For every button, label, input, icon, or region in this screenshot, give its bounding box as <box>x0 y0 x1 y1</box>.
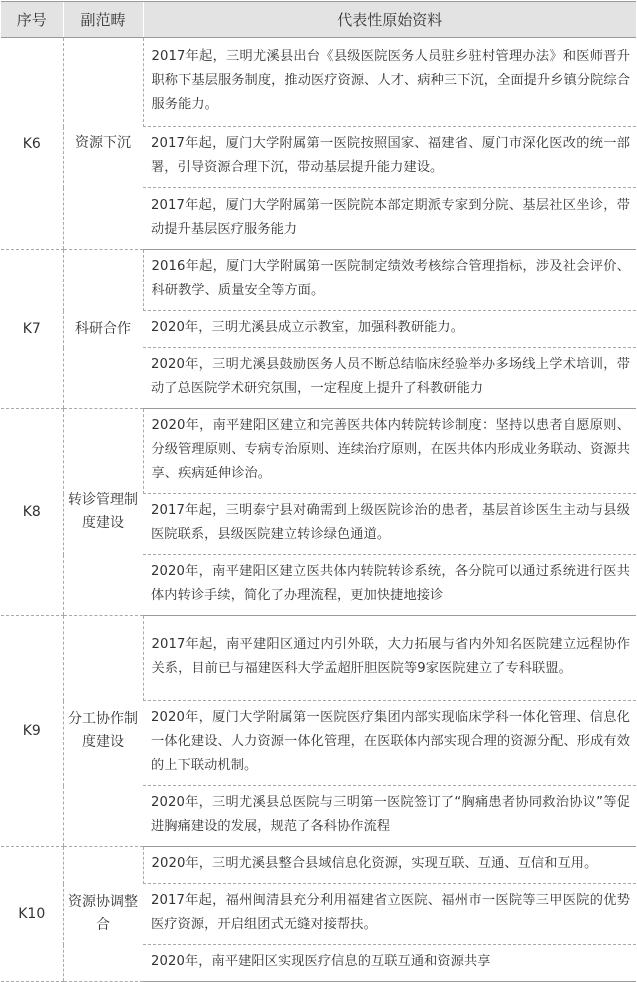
row-id-k10: K10 <box>1 847 63 982</box>
source-item: 2017年起，福州闽清县充分利用福建省立医院、福州市一医院等三甲医院的优势医疗资源，开启组团式无缝对接帮扶。 <box>143 884 636 945</box>
header-subcategory: 副范畴 <box>63 2 143 38</box>
source-item: 2020年，三明尤溪县鼓励医务人员不断总结临床经验举办多场线上学术培训，带动了总医院学术研究氛围，一定程度上提升了科教研能力 <box>143 348 636 409</box>
table-row <box>1 38 636 127</box>
row-subcategory-k7: 科研合作 <box>63 250 143 409</box>
header-id: 序号 <box>1 2 63 38</box>
source-item: 2020年，南平建阳区建立医共体内转院转诊系统，各分院可以通过系统进行医共体内转诊手续，简化了办理流程，更加快捷地接诊 <box>143 555 636 616</box>
source-item: 2020年，三明尤溪县整合县域信息化资源，实现互联、互通、互信和互用。 <box>143 847 636 884</box>
source-item: 2017年起，三明泰宁县对确需到上级医院诊治的患者，基层首诊医生主动与县级医院联系，县级医院建立转诊绿色通道。 <box>143 494 636 555</box>
source-item: 2020年，南平建阳区实现医疗信息的互联互通和资源共享 <box>143 945 636 982</box>
table-row <box>1 250 636 311</box>
row-id-k9: K9 <box>1 616 63 847</box>
table-header-row <box>1 2 636 38</box>
source-item: 2017年起，厦门大学附属第一医院按照国家、福建省、厦门市深化医改的统一部署，引导资源合理下沉，带动基层提升能力建设。 <box>143 127 636 188</box>
source-item: 2020年，三明尤溪县总医院与三明第一医院签订了“胸痛患者协同救治协议”等促进胸痛建设的发展，规范了各科协作流程 <box>143 786 636 847</box>
source-item: 2017年起，三明尤溪县出台《县级医院医务人员驻乡驻村管理办法》和医师晋升职称下基层服务制度，推动医疗资源、人才、病种三下沉，全面提升乡镇分院综合服务能力。 <box>143 38 636 127</box>
row-subcategory-k9: 分工协作制度建设 <box>63 616 143 847</box>
source-item: 2020年，南平建阳区建立和完善医共体内转院转诊制度：坚持以患者自愿原则、分级管理原则、专病专治原则、连续治疗原则，在医共体内形成业务联动、资源共享、疾病延伸诊治。 <box>143 409 636 494</box>
header-source: 代表性原始资料 <box>143 2 636 38</box>
source-item: 2020年，三明尤溪县成立示教室，加强科教研能力。 <box>143 311 636 348</box>
source-item: 2017年起，厦门大学附属第一医院院本部定期派专家到分院、基层社区坐诊，带动提升基层医疗服务能力 <box>143 188 636 250</box>
source-item: 2016年起，厦门大学附属第一医院制定绩效考核综合管理指标，涉及社会评价、科研教学、质量安全等方面。 <box>143 250 636 311</box>
table-row <box>1 409 636 494</box>
row-id-k6: K6 <box>1 38 63 250</box>
row-subcategory-k6: 资源下沉 <box>63 38 143 250</box>
row-id-k7: K7 <box>1 250 63 409</box>
source-item: 2017年起，南平建阳区通过内引外联，大力拓展与省内外知名医院建立远程协作关系，目前已与福建医科大学孟超肝胆医院等9家医院建立了专科联盟。 <box>143 616 636 701</box>
row-subcategory-k8: 转诊管理制度建设 <box>63 409 143 616</box>
row-subcategory-k10: 资源协调整合 <box>63 847 143 982</box>
table-row <box>1 616 636 701</box>
row-id-k8: K8 <box>1 409 63 616</box>
table-row <box>1 847 636 884</box>
source-item: 2020年，厦门大学附属第一医院医疗集团内部实现临床学科一体化管理、信息化一体化建设、人力资源一体化管理，在医联体内部实现合理的资源分配、形成有效的上下联动机制。 <box>143 701 636 786</box>
source-material-table <box>1 1 636 982</box>
